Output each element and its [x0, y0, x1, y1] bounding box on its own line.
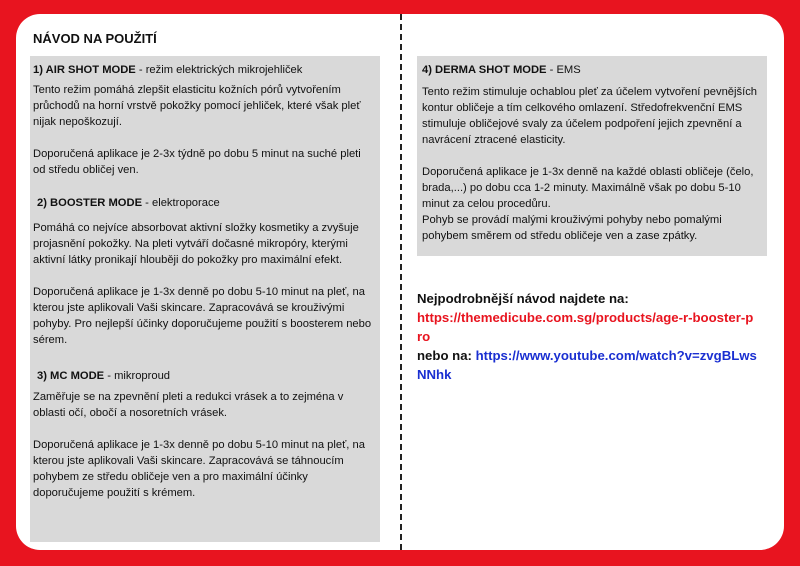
mode-subtitle: - režim elektrických mikrojehliček	[135, 64, 303, 76]
mode-description: Tento režim pomáhá zlepšit elasticitu kožních pórů vytvořením průchodů na horní vrstvě pokožky pomocí jehliček, které však pleť nijak nepoškozují.	[33, 84, 361, 128]
more-intro: Nejpodrobnější návod najdete na:	[417, 291, 629, 306]
section-mc-body	[33, 389, 373, 501]
mode-subtitle: - EMS	[546, 64, 581, 76]
link-youtube[interactable]: https://www.youtube.com/watch?v=zvgBLwsNNhk	[417, 348, 757, 382]
mode-usage: Doporučená aplikace je 1-3x denně po dobu 5-10 minut na pleť, na kterou jste aplikovali Vaši skincare. Zapracovává se krouživými pohyby. Pro nejlepší účinky doporučujeme použití s boosterem nebo sérem.	[33, 286, 372, 346]
mode-description: Pomáhá co nejvíce absorbovat aktivní složky kosmetiky a zvyšuje projasnění pokožky. Na pleti vytváří dočasné mikropóry, kterými aktivní látky pronikají hlouběji do pokožky pro maximální efekt.	[33, 222, 359, 266]
page-title: NÁVOD NA POUŽITÍ	[33, 31, 157, 46]
instruction-card	[16, 14, 784, 550]
mode-subtitle: - mikroproud	[104, 370, 171, 382]
section-heading	[37, 368, 373, 384]
more-info	[417, 289, 757, 384]
mode-technique: Pohyb se provádí malými krouživými pohyby nebo pomalými pohybem směrem od středu obličeje ven a zase zpátky.	[422, 214, 722, 242]
mode-description: Zaměřuje se na zpevnění pleti a redukci vrásek a to zejména v oblasti očí, obočí a nosoretních vrásek.	[33, 391, 344, 419]
section-booster	[37, 195, 373, 211]
mode-subtitle: - elektroporace	[142, 197, 220, 209]
fold-line	[400, 14, 402, 550]
link-medicube[interactable]: https://themedicube.com.sg/products/age-r-booster-pro	[417, 310, 754, 344]
section-heading	[37, 195, 373, 211]
mode-name: 2) BOOSTER MODE	[37, 197, 143, 209]
section-heading	[33, 62, 373, 78]
mode-description: Tento režim stimuluje ochablou pleť za účelem vytvoření pevnějších kontur obličeje a tím celkového omlazení. Středofrekvenční EMS stimuluje obličejové svaly za účelem podpoření jejich zpevnění a navrácení ztracené elasticity.	[422, 86, 758, 146]
section-derma-shot	[422, 62, 760, 244]
mode-name: 4) DERMA SHOT MODE	[422, 64, 547, 76]
section-mc	[37, 368, 373, 384]
mode-usage: Doporučená aplikace je 2-3x týdně po dobu 5 minut na suché pleti od středu obličej ven.	[33, 148, 361, 176]
mode-name: 1) AIR SHOT MODE	[33, 64, 136, 76]
alt-link-line	[417, 346, 757, 384]
mode-name: 3) MC MODE	[37, 370, 105, 382]
section-heading	[422, 62, 760, 78]
mode-usage: Doporučená aplikace je 1-3x denně na každé oblasti obličeje (čelo, brada,...) po dobu cca 1-2 minuty. Maximálně však po dobu 5-10 minut za celou procedůru.	[422, 166, 754, 210]
mode-usage: Doporučená aplikace je 1-3x denně po dobu 5-10 minut na pleť, na kterou jste aplikovali Vaši skincare. Zapracovává se táhnoucím pohybem ze středu obličeje ven a pro maximální účinky doporučujeme použití s krémem.	[33, 439, 365, 499]
or-label: nebo na:	[417, 348, 476, 363]
section-booster-body	[33, 220, 373, 348]
section-air-shot	[33, 62, 373, 178]
